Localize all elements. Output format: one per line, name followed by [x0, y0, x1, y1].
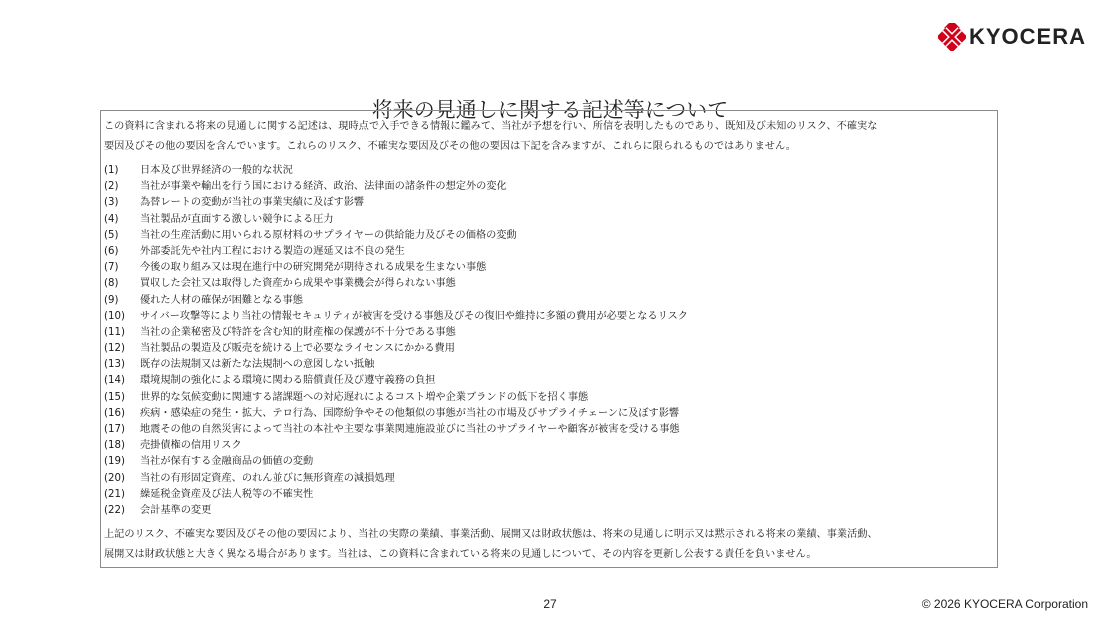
list-item-text: 当社の企業秘密及び特許を含む知的財産権の保護が不十分である事態 [140, 326, 456, 338]
list-item-text: 今後の取り組み又は現在進行中の研究開発が期待される成果を生まない事態 [140, 262, 487, 274]
list-item-text: 既存の法規制又は新たな法規制への意図しない抵触 [140, 359, 375, 371]
list-item-number: (16) [104, 407, 125, 419]
list-item-number: (14) [104, 375, 125, 387]
list-item [104, 260, 994, 276]
intro-line-1: この資料に含まれる将来の見通しに関する記述は、現時点で入手できる情報に鑑みて、当社が予想を行い、所信を表明したものであり、既知及び未知のリスク、不確実な [104, 121, 878, 132]
list-item-number: (21) [104, 488, 125, 500]
page-title: 将来の見通しに関する記述等について [371, 98, 729, 123]
list-item [104, 325, 994, 341]
list-item [104, 309, 994, 325]
list-item-text: サイバー攻撃等により当社の情報セキュリティが被害を受ける事態及びその復旧や維持に多額の費用が必要となるリスク [140, 310, 688, 322]
list-item [104, 438, 994, 454]
list-item-number: (7) [104, 262, 119, 274]
list-item [104, 293, 994, 309]
list-item-text: 当社の有形固定資産、のれん並びに無形資産の減損処理 [140, 472, 395, 484]
list-item [104, 406, 994, 422]
list-item-text: 当社が事業や輸出を行う国における経済、政治、法律面の諸条件の想定外の変化 [140, 181, 507, 193]
list-item-number: (20) [104, 472, 125, 484]
list-item-text: 売掛債権の信用リスク [140, 440, 242, 452]
list-item [104, 179, 994, 195]
list-item-number: (18) [104, 440, 125, 452]
list-item [104, 163, 994, 179]
list-item [104, 487, 994, 503]
kyocera-logo [938, 22, 1087, 52]
list-item-number: (10) [104, 310, 125, 322]
list-item-number: (13) [104, 359, 125, 371]
list-item-text: 当社の生産活動に用いられる原材料のサプライヤーの供給能力及びその価格の変動 [140, 229, 517, 241]
list-item-number: (11) [104, 326, 125, 338]
list-item-text: 世界的な気候変動に関連する諸課題への対応遅れによるコスト増や企業ブランドの低下を招く事態 [140, 391, 589, 403]
list-item-text: 地震その他の自然災害によって当社の本社や主要な事業関連施設並びに当社のサプライヤーや顧客が被害を受ける事態 [140, 424, 680, 435]
list-item-number: (12) [104, 343, 125, 355]
list-item-text: 当社製品の製造及び販売を続ける上で必要なライセンスにかかる費用 [140, 343, 455, 355]
list-item [104, 276, 994, 292]
list-item-number: (19) [104, 456, 125, 468]
list-item [104, 471, 994, 487]
list-item [104, 357, 994, 373]
list-item-number: (1) [104, 165, 119, 176]
list-item-number: (22) [104, 504, 125, 516]
list-item [104, 212, 994, 228]
list-item [104, 244, 994, 260]
list-item [104, 373, 994, 389]
closing-line-2: 展開又は財政状態と大きく異なる場合があります。当社は、この資料に含まれている将来の見通しについて、その内容を更新し公表する責任を負いません。 [104, 549, 817, 561]
list-item-number: (4) [104, 213, 119, 225]
list-item [104, 422, 994, 438]
list-item-number: (5) [104, 229, 119, 241]
list-item-text: 優れた人材の確保が困難となる事態 [140, 294, 303, 306]
list-item-number: (17) [104, 424, 125, 435]
closing-line-1: 上記のリスク、不確実な要因及びその他の要因により、当社の実際の業績、事業活動、展開又は財政状態は、将来の見通しに明示又は黙示される将来の業績、事業活動、 [104, 529, 878, 541]
list-item-text: 為替レートの変動が当社の事業実績に及ぼす影響 [140, 197, 365, 209]
list-item-number: (8) [104, 278, 119, 290]
list-item [104, 503, 994, 519]
disclaimer-box [100, 110, 998, 568]
list-item-number: (2) [104, 181, 119, 193]
list-item-text: 環境規制の強化による環境に関わる賠償責任及び遵守義務の負担 [140, 375, 436, 387]
list-item-text: 会計基準の変更 [140, 504, 212, 516]
list-item [104, 228, 994, 244]
list-item-number: (6) [104, 245, 119, 257]
list-item-text: 疾病・感染症の発生・拡大、テロ行為、国際紛争やその他類似の事態が当社の市場及びサプライチェーンに及ぼす影響 [140, 407, 680, 419]
list-item [104, 341, 994, 357]
list-item-number: (9) [104, 294, 119, 306]
list-item-number: (3) [104, 197, 119, 209]
copyright-text: © 2026 KYOCERA Corporation [921, 597, 1088, 611]
list-item [104, 390, 994, 406]
list-item-number: (15) [104, 391, 125, 403]
list-item-text: 繰延税金資産及び法人税等の不確実性 [140, 488, 314, 500]
kyocera-mark-icon [938, 23, 966, 51]
list-item [104, 454, 994, 470]
kyocera-logo-text: KYOCERA [969, 24, 1087, 49]
list-item-text: 外部委託先や社内工程における製造の遅延又は不良の発生 [140, 245, 405, 257]
list-item [104, 195, 994, 211]
page-number: 27 [543, 597, 557, 611]
list-item-text: 買収した会社又は取得した資産から成果や事業機会が得られない事態 [140, 278, 456, 290]
intro-line-2: 要因及びその他の要因を含んでいます。これらのリスク、不確実な要因及びその他の要因は下記を含みますが、これらに限られるものではありません。 [104, 141, 796, 152]
list-item-text: 当社が保有する金融商品の価値の変動 [140, 456, 314, 468]
list-item-text: 日本及び世界経済の一般的な状況 [140, 165, 293, 176]
list-item-text: 当社製品が直面する激しい競争による圧力 [140, 213, 334, 225]
risk-list [104, 163, 994, 519]
